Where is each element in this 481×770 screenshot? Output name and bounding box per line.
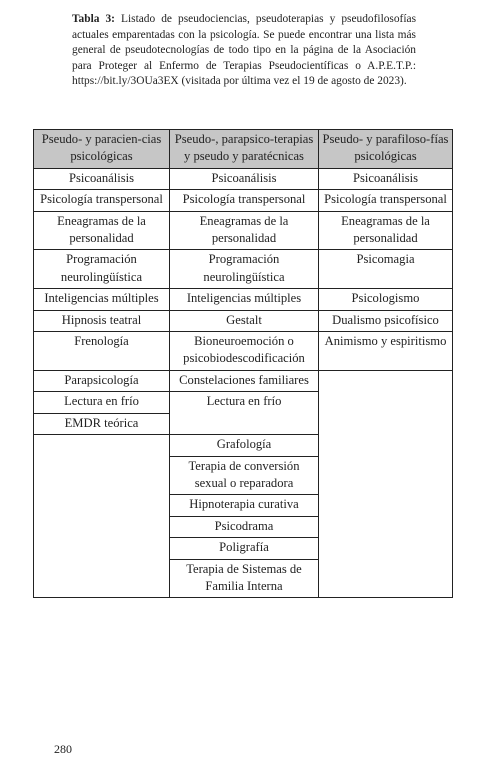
table-cell: Eneagramas de la personalidad [170,211,319,250]
table-cell: Psicoanálisis [34,168,170,189]
page-number: 280 [54,742,72,756]
table-cell: Lectura en frío [34,392,170,413]
header-col-2: Pseudo-, parapsico-terapias y pseudo y paratécnicas [170,130,319,169]
table-cell-empty [319,370,453,597]
table-row [34,310,453,331]
header-col-3: Pseudo- y parafiloso-fías psicológicas [319,130,453,169]
table-row [34,190,453,211]
table-cell: Frenología [34,332,170,371]
table-cell: EMDR teórica [34,413,170,434]
table-row [34,289,453,310]
table-cell: Gestalt [170,310,319,331]
table-cell: Dualismo psicofísico [319,310,453,331]
table-cell: Psicologismo [319,289,453,310]
table-row [34,370,453,391]
table-caption [72,12,416,90]
table-cell: Grafología [170,435,319,456]
table-cell: Psicoanálisis [170,168,319,189]
pseudoscience-table [33,129,453,598]
table-cell: Eneagramas de la personalidad [34,211,170,250]
table-cell: Poligrafía [170,538,319,559]
table-row [34,332,453,371]
table-cell: Inteligencias múltiples [34,289,170,310]
table-cell: Psicoanálisis [319,168,453,189]
table-cell: Bioneuroemoción o psicobiodescodificación [170,332,319,371]
table-cell: Inteligencias múltiples [170,289,319,310]
table-cell: Hipnoterapia curativa [170,495,319,516]
table-cell: Animismo y espiritismo [319,332,453,371]
table-row [34,168,453,189]
table-cell: Psicología transpersonal [170,190,319,211]
table-cell: Hipnosis teatral [34,310,170,331]
table-cell: Psicomagia [319,250,453,289]
table-cell-empty [34,435,170,598]
table-cell: Psicodrama [170,516,319,537]
table-cell: Parapsicología [34,370,170,391]
caption-label: Tabla 3: [72,13,115,25]
table-cell: Psicología transpersonal [319,190,453,211]
table-cell: Terapia de Sistemas de Familia Interna [170,559,319,598]
table-cell: Lectura en frío [170,392,319,435]
table-cell: Psicología transpersonal [34,190,170,211]
caption-text: Listado de pseudociencias, pseudoterapias y pseudofilosofías actuales emparentadas con la psicología. Se puede encontrar una lista más general de pseudotecnologías de todo tipo en la página de la Asociación para Proteger al Enfermo de Terapias Pseudocientíficas o A.P.E.T.P.: https://bit.ly/3OUa3EX (visitada por última vez el 19 de agosto de 2023). [72,13,417,88]
table-cell: Programación neurolingüística [170,250,319,289]
table-cell: Constelaciones familiares [170,370,319,391]
table-cell: Terapia de conversión sexual o reparadora [170,456,319,495]
table-cell: Programación neurolingüística [34,250,170,289]
table-row [34,250,453,289]
table-row [34,211,453,250]
table-cell: Eneagramas de la personalidad [319,211,453,250]
table-header-row [34,130,453,169]
header-col-1: Pseudo- y paracien-cias psicológicas [34,130,170,169]
